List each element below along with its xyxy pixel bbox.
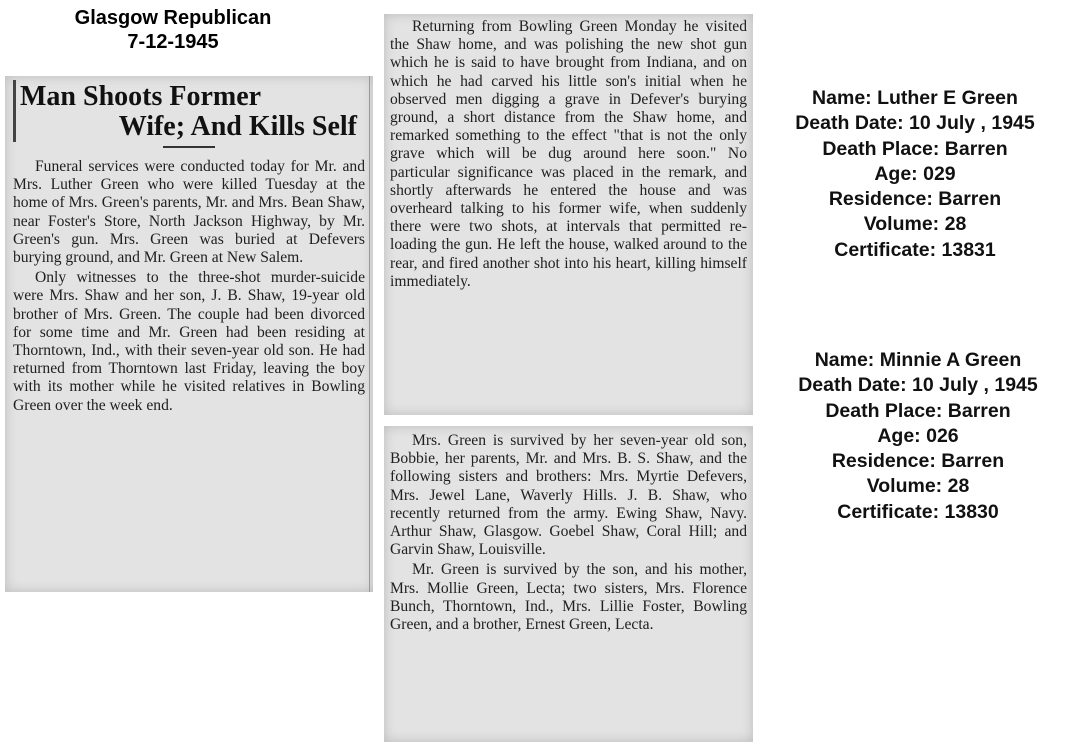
record-death-date: Death Date: 10 July , 1945 [795, 112, 1035, 135]
newspaper-name: Glasgow Republican [74, 7, 272, 29]
article-paragraph: Mr. Green is survived by the son, and his mother, Mrs. Mollie Green, Lecta; two sisters, Mrs. Florence Bunch, Thorntown, Ind., Mrs. Lillie Foster, Bowling Green, and a brother, Ernest Green, Lecta. [390, 561, 747, 634]
record-residence: Residence: Barren [828, 188, 1002, 211]
record-age: Age: 029 [874, 162, 956, 185]
record-volume: Volume: 28 [866, 475, 970, 498]
newspaper-masthead [8, 6, 338, 54]
record-death-place: Death Place: Barren [825, 399, 1011, 422]
record-volume: Volume: 28 [863, 213, 967, 236]
article-paragraph: Funeral services were conducted today for Mr. and Mrs. Luther Green who were killed Tuesday at the home of Mrs. Green's parents, Mr. and Mrs. Bean Shaw, near Foster's Store, North Jackson Highway, by Mr. Green's gun. Mrs. Green was buried at Defevers burying ground, and Mr. Green at New Salem. [13, 158, 365, 267]
record-name: Name: Luther E Green [812, 87, 1018, 109]
record-certificate: Certificate: 13831 [834, 238, 996, 261]
record-name: Name: Minnie A Green [814, 349, 1022, 371]
record-residence: Residence: Barren [831, 450, 1005, 473]
clipping-column-2 [384, 14, 753, 415]
clipping-column-3 [384, 426, 753, 742]
publication-date: 7-12-1945 [127, 31, 219, 53]
article-paragraph: Returning from Bowling Green Monday he visited the Shaw home, and was polishing the new shot gun which he is said to have brought from Indiana, and on which he had carved his little son's initial when he observed men digging a grave in Defever's burying ground, a short distance from the Shaw home, and remarked something to the effect "that is not the only grave which will be dug around here soon." No particular significance was placed in the remark, and shortly afterwards he entered the house and was overheard talking to his former wife, when suddenly there were two shots, at intervals that permitted re-loading the gun. He left the house, walked around to the rear, and fired another shot into his heart, killing himself immediately. [390, 18, 747, 290]
headline-line-2: Wife; And Kills Self [118, 111, 357, 142]
death-record-luther [760, 86, 1070, 263]
article-headline [13, 80, 365, 142]
record-death-place: Death Place: Barren [822, 137, 1008, 160]
headline-divider [163, 146, 215, 148]
death-record-minnie [760, 348, 1076, 525]
clipping-column-1 [5, 76, 373, 592]
record-age: Age: 026 [877, 424, 959, 447]
column-rule [369, 76, 370, 592]
headline-line-1: Man Shoots Former [20, 81, 262, 112]
article-paragraph: Only witnesses to the three-shot murder-suicide were Mrs. Shaw and her son, J. B. Shaw, 19-year old brother of Mrs. Green. The couple had been divorced for some time and Mr. Green had been residing at Thorntown, Ind., with their seven-year old son. He had returned from Thorntown last Friday, leaving the boy with its mother while he visited relatives in Bowling Green over the week end. [13, 269, 365, 414]
article-paragraph: Mrs. Green is survived by her seven-year old son, Bobbie, her parents, Mr. and Mrs. B. S. Shaw, and the following sisters and brothers: Mrs. Myrtie Defevers, Mrs. Jewel Lane, Waverly Hills. J. B. Shaw, who recently returned from the army. Ewing Shaw, Navy. Arthur Shaw, Glasgow. Goebel Shaw, Coral Hill; and Garvin Shaw, Louisville. [390, 432, 747, 559]
record-certificate: Certificate: 13830 [837, 500, 999, 523]
record-death-date: Death Date: 10 July , 1945 [798, 374, 1038, 397]
